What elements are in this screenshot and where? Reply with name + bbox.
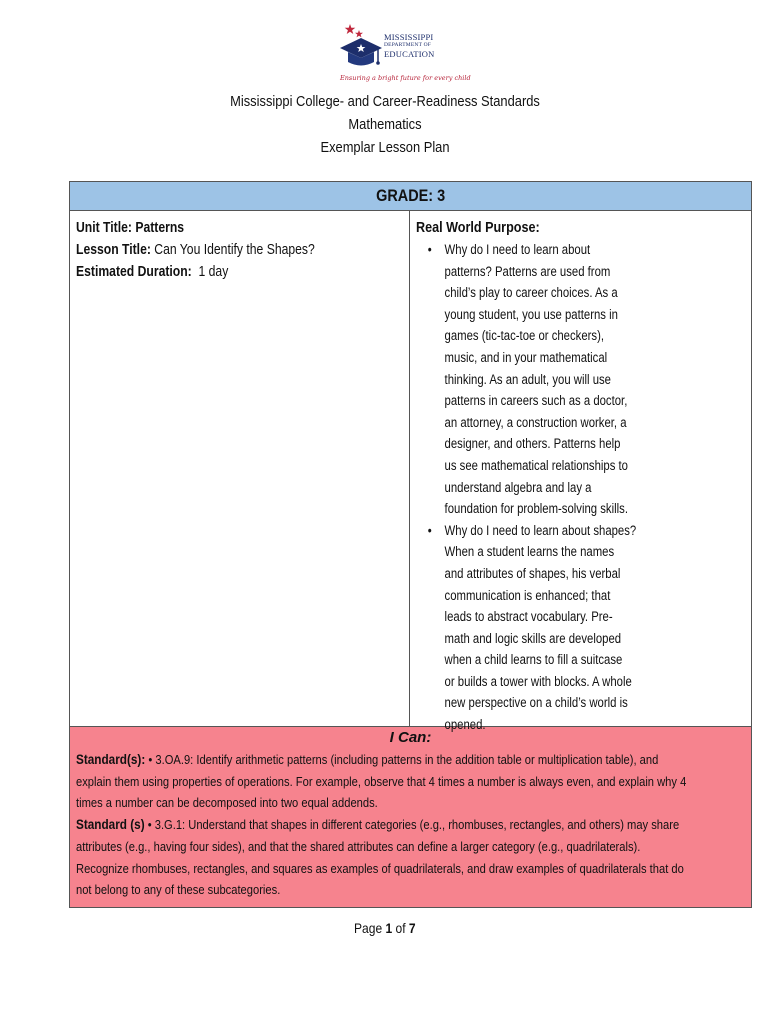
standard-1-line-1: Standard(s): • 3.OA.9: Identify arithmetic patterns (including patterns in the addition table or multiplication table), and <box>76 751 659 767</box>
grade-label: GRADE: 3 <box>375 186 446 205</box>
logo-wordmark <box>384 32 434 59</box>
logo-line3: EDUCATION <box>384 49 435 59</box>
total-pages: 7 <box>409 920 416 936</box>
header-subject: Mathematics <box>348 116 422 133</box>
real-world-title: Real World Purpose: <box>416 219 540 236</box>
page-footer: Page 1 of 7 <box>354 920 416 936</box>
i-can-title: I Can: <box>389 729 432 746</box>
lesson-title: Lesson Title: Can You Identify the Shapes? <box>76 242 315 258</box>
header-doc-type: Exemplar Lesson Plan <box>320 139 450 156</box>
estimated-duration: Estimated Duration: 1 day <box>76 264 229 280</box>
unit-info-text <box>76 217 315 283</box>
standards-text <box>76 749 745 901</box>
lesson-table <box>69 181 752 908</box>
logo-line2: DEPARTMENT OF <box>384 42 432 48</box>
standard-2-line-3: Recognize rhombuses, rectangles, and squares as examples of quadrilaterals, and draw examples of quadrilaterals that do <box>76 860 684 876</box>
standard-2-line-1: Standard (s) • 3.G.1: Understand that shapes in different categories (e.g., rhombuses, rectangles, and others) may share <box>76 816 680 833</box>
current-page: 1 <box>385 920 393 936</box>
real-world-cell <box>410 211 751 733</box>
unit-info-row <box>70 211 751 733</box>
unit-info-cell <box>70 211 410 726</box>
bullet-shapes: • Why do I need to learn about shapes? When a student learns the names and attributes of shapes, his verbal communication is enhanced; that leads to abstract vocabulary. Pre- math and logic skills are developed when a child learns to fill a suitcase or builds a tower with blocks. A whole new perspective on a child’s world is opened. <box>416 520 655 736</box>
standard-1-line-2: explain them using properties of operations. For example, observe that 4 times a number is always even, and explain why 4 <box>76 773 687 789</box>
grade-bar <box>70 182 751 211</box>
real-world-bullets <box>416 239 655 736</box>
mortarboard-star-icon <box>338 22 384 74</box>
document-header <box>54 90 716 159</box>
logo-tagline: Ensuring a bright future for every child <box>340 74 471 82</box>
mde-logo <box>338 22 471 86</box>
standard-2-line-4: not belong to any of these subcategories. <box>76 882 281 898</box>
bullet-dot-icon: • <box>427 242 432 257</box>
real-world-content <box>416 217 655 736</box>
header-standards-title: Mississippi College- and Career-Readiness Standards <box>230 93 540 110</box>
bullet-dot-icon: • <box>427 522 432 538</box>
logo-line1: MISSISSIPPI <box>384 32 434 42</box>
bullet-patterns: • Why do I need to learn about patterns? Patterns are used from child’s play to career choices. As a young student, you use patterns in games (tic-tac-toe or checkers), music, and in your mathematical thinking. As an adult, you will use patterns in careers such as a doctor, an attorney, a construction worker, a designer, and others. Patterns help us see mathematical relationships to understand algebra and lay a foundation for problem-solving skills. <box>416 239 655 520</box>
standard-2-line-2: attributes (e.g., having four sides), and that the shared attributes can define a larger category (e.g., quadrilaterals). <box>76 838 641 854</box>
i-can-section <box>70 727 751 907</box>
unit-title: Unit Title: Patterns <box>76 220 185 236</box>
standard-1-line-3: times a number can be decomposed into two equal addends. <box>76 795 378 811</box>
